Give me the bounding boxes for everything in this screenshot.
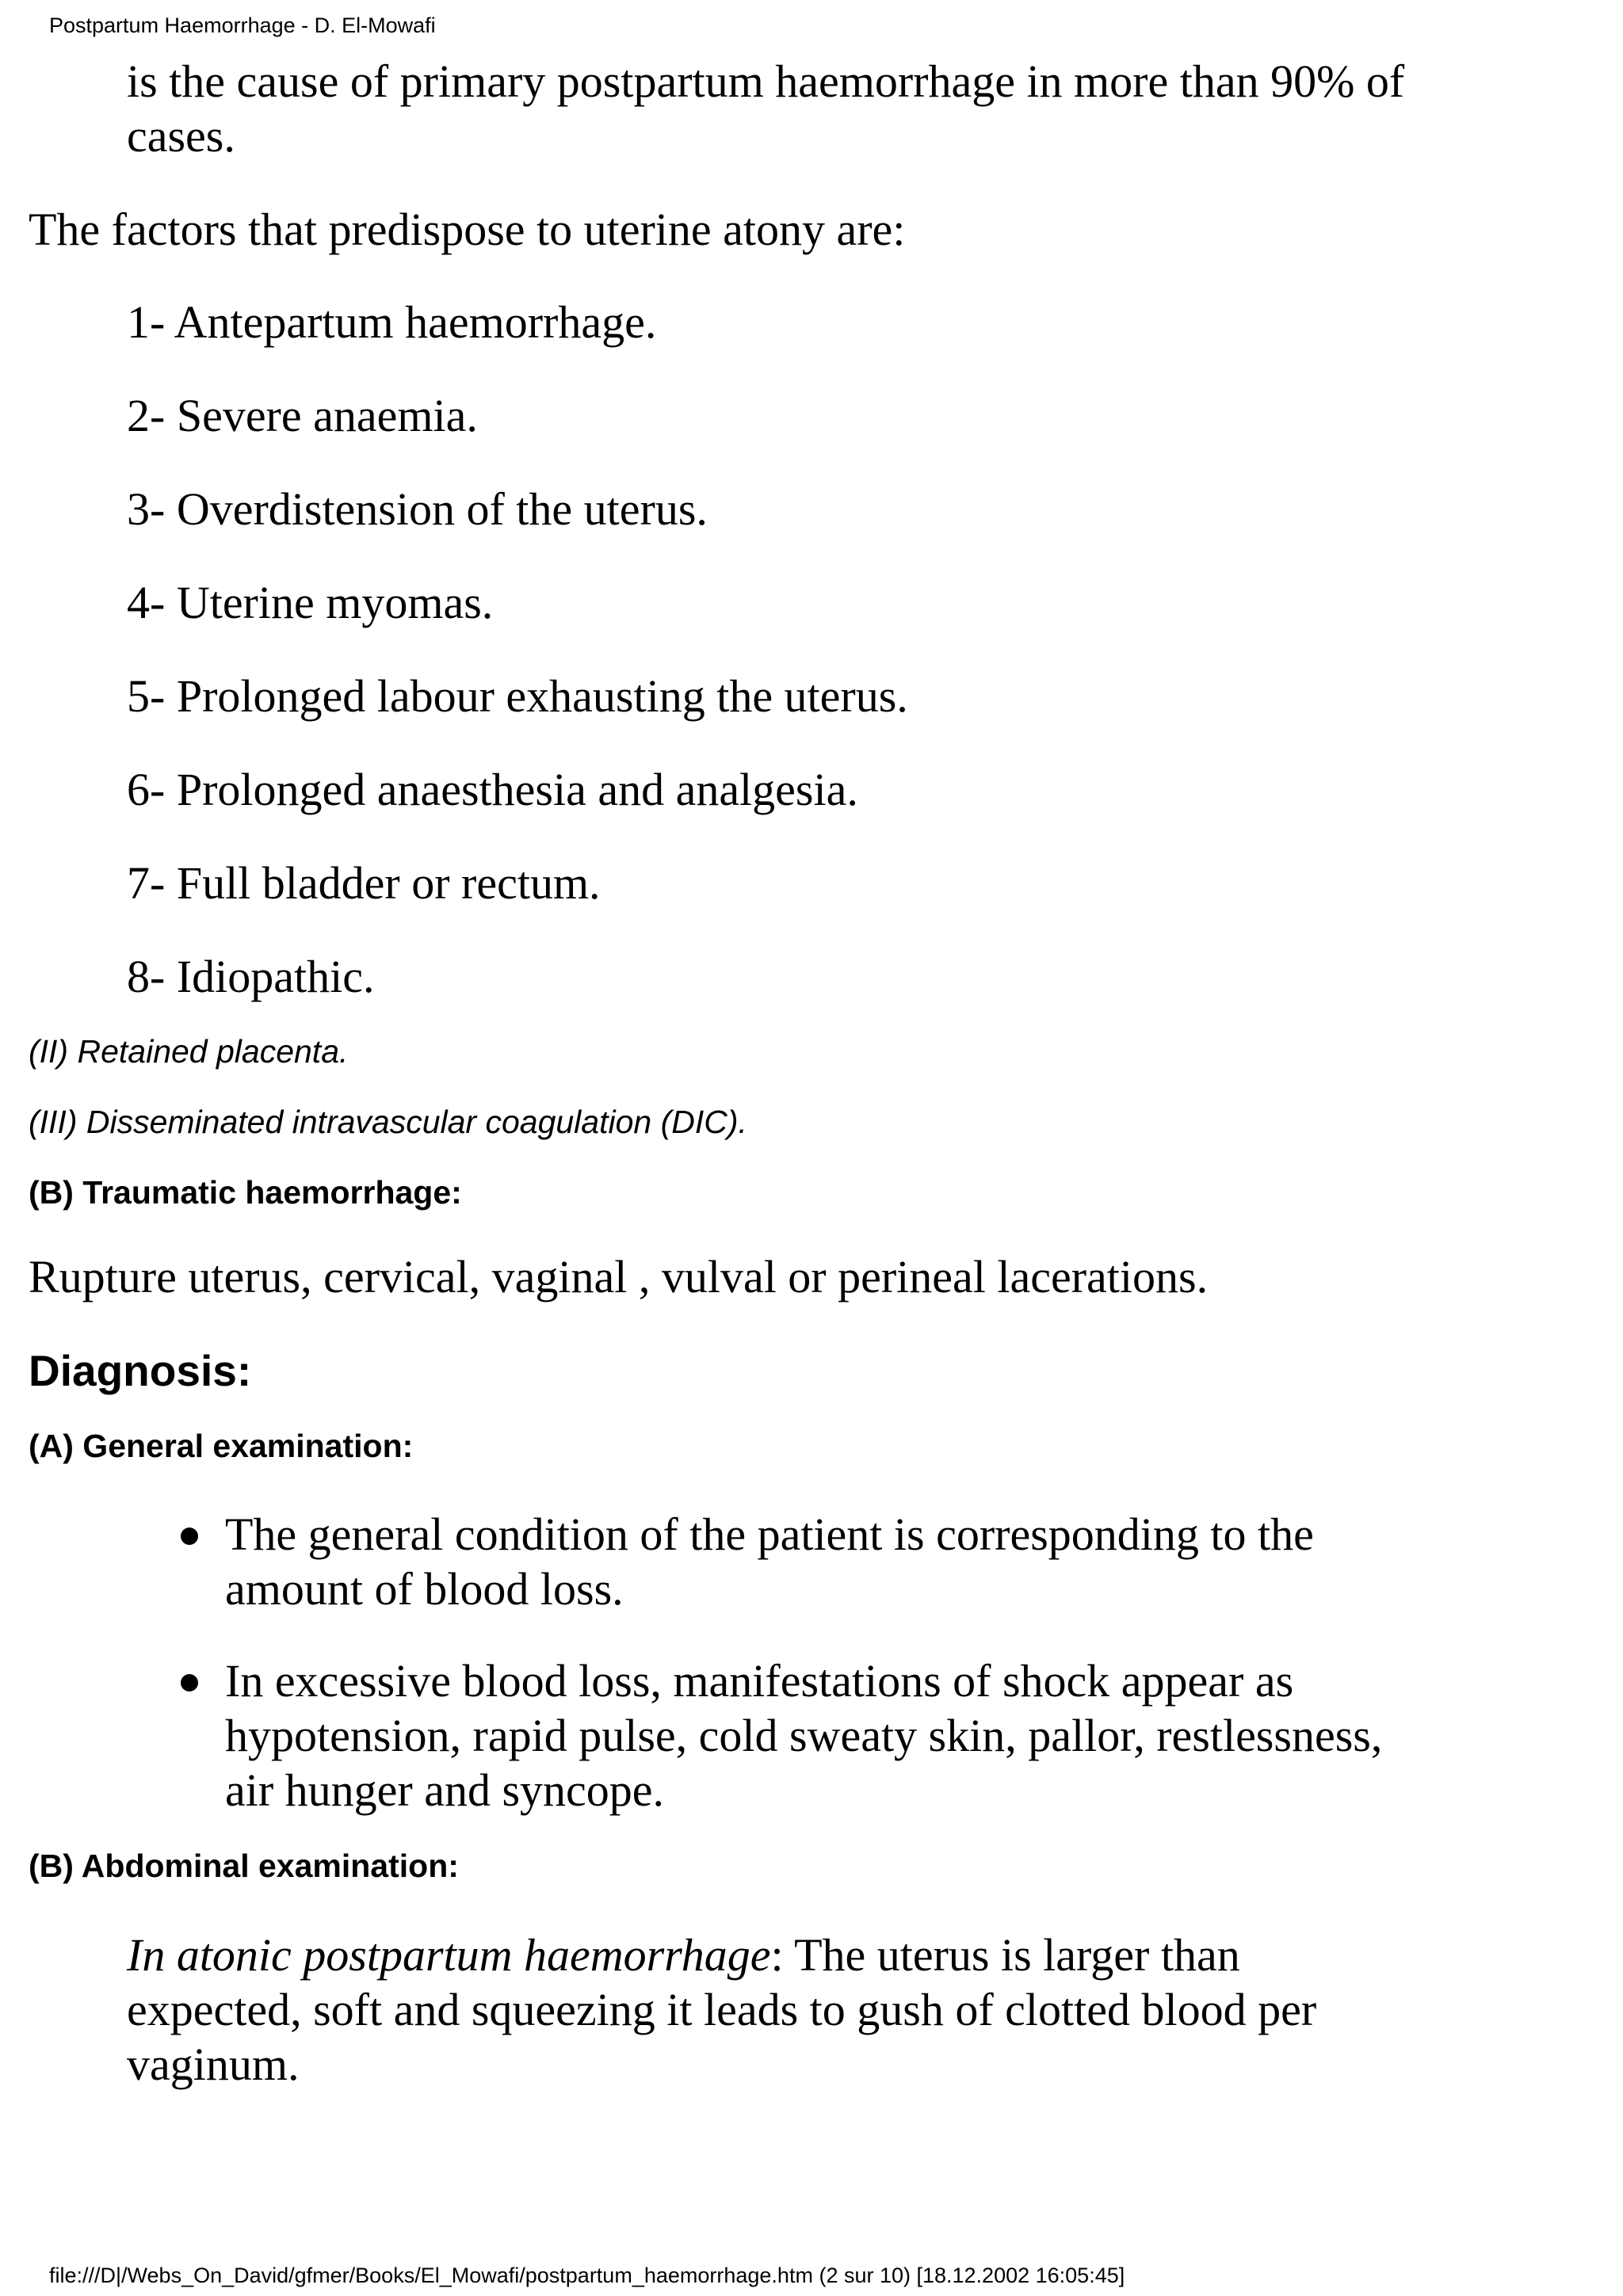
traumatic-haemorrhage-text: Rupture uterus, cervical, vaginal , vulval or perineal lacerations. [29, 1251, 1209, 1302]
bullet-text-line: The general condition of the patient is corresponding to the [225, 1508, 1314, 1560]
general-exam-bullet [181, 1653, 1496, 1817]
factor-item: 5- Prolonged labour exhausting the uterus. [127, 670, 908, 722]
bullet-text-line: air hunger and syncope. [225, 1764, 665, 1816]
factor-item: 8- Idiopathic. [127, 951, 375, 1002]
general-examination-heading: (A) General examination: [29, 1428, 414, 1464]
abdominal-exam-line-1 [127, 1928, 1240, 1982]
abdominal-exam-line-1-rest: : The uterus is larger than [770, 1929, 1240, 1981]
intro-line-1: is the cause of primary postpartum haemorrhage in more than 90% of [127, 55, 1405, 107]
abdominal-exam-line-2: expected, soft and squeezing it leads to gush of clotted blood per [127, 1984, 1317, 2035]
page-header-title: Postpartum Haemorrhage - D. El-Mowafi [49, 13, 436, 37]
diagnosis-heading: Diagnosis: [29, 1346, 252, 1395]
factor-item: 1- Antepartum haemorrhage. [127, 296, 657, 348]
bullet-icon [181, 1527, 198, 1545]
abdominal-exam-line-3: vaginum. [127, 2039, 300, 2090]
page-footer-url: file:///D|/Webs_On_David/gfmer/Books/El_Mowafi/postpartum_haemorrhage.htm (2 sur 10) [18.12.2002 16:05:45] [49, 2264, 1125, 2287]
factor-item: 7- Full bladder or rectum. [127, 857, 601, 909]
bullet-text-line: amount of blood loss. [225, 1563, 624, 1615]
factor-item: 2- Severe anaemia. [127, 390, 478, 441]
bullet-icon [181, 1674, 198, 1691]
atonic-pph-term: In atonic postpartum haemorrhage [127, 1929, 771, 1981]
factor-item: 3- Overdistension of the uterus. [127, 483, 708, 535]
abdominal-examination-heading: (B) Abdominal examination: [29, 1848, 459, 1884]
factor-item: 6- Prolonged anaesthesia and analgesia. [127, 764, 858, 815]
traumatic-haemorrhage-heading: (B) Traumatic haemorrhage: [29, 1174, 462, 1211]
retained-placenta-item: (II) Retained placenta. [29, 1033, 349, 1070]
factor-item: 4- Uterine myomas. [127, 577, 494, 628]
bullet-text-line: hypotension, rapid pulse, cold sweaty skin, pallor, restlessness, [225, 1710, 1383, 1761]
intro-line-2: cases. [127, 110, 235, 162]
dic-item: (III) Disseminated intravascular coagulation (DIC). [29, 1104, 747, 1140]
general-exam-bullet [181, 1507, 1496, 1616]
factors-lead-paragraph: The factors that predispose to uterine atony are: [29, 204, 906, 255]
bullet-text-line: In excessive blood loss, manifestations of shock appear as [225, 1655, 1294, 1707]
